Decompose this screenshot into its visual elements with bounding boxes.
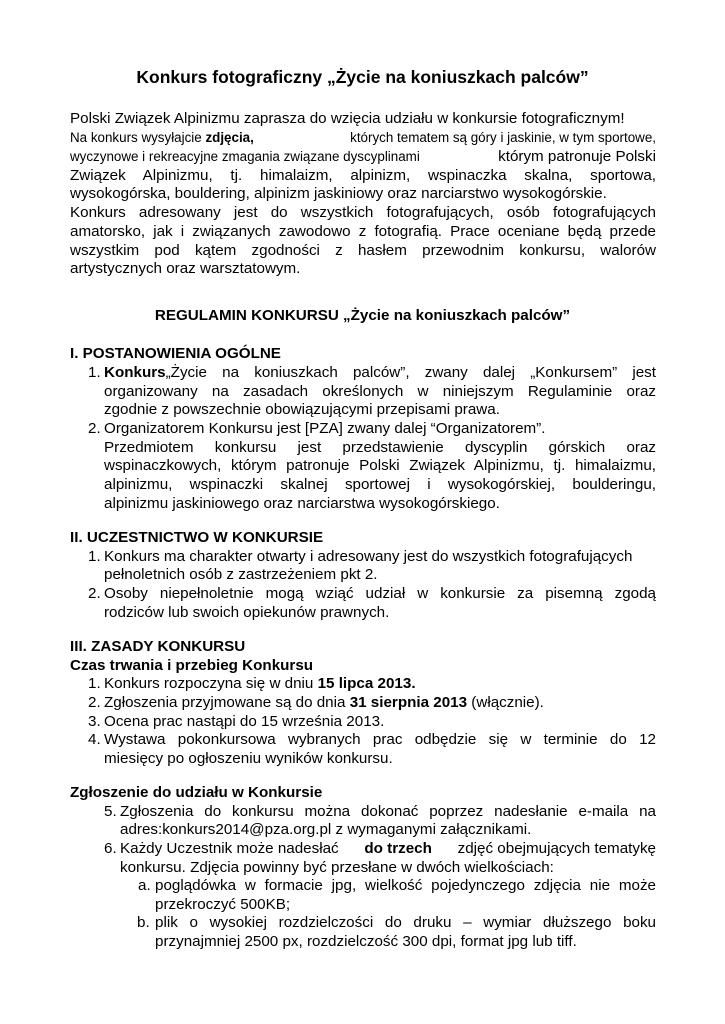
intro-line-8: wszystkim pod kątem zgodności z hasłem przewodnim konkursu, walorów — [70, 242, 656, 259]
section-2-heading: II. UCZESTNICTWO W KONKURSIE — [70, 529, 324, 546]
s1-item-1-line-3: zgodnie z powszechnie obowiązującymi przepisami prawa. — [104, 401, 500, 418]
s3-text: Konkurs rozpoczyna się w dniu — [104, 675, 314, 692]
s1-item-1-line-1 — [104, 363, 656, 382]
intro-line-7: amatorsko, jak i związanych zawodowo z fotografią. Prace oceniane będą przede — [70, 223, 656, 240]
intro-line-6: Konkurs adresowany jest do wszystkich fotografujących, osób fotografujących — [70, 204, 656, 221]
s3-item-4-line-2: miesięcy po ogłoszeniu wyników konkursu. — [104, 750, 393, 767]
s3-item-6-line-2: konkursu. Zdjęcia powinny być przesłane w dwóch wielkościach: — [120, 859, 554, 876]
s1-bold: Konkurs — [104, 364, 166, 381]
s1-item-2-line-2: Przedmiotem konkursu jest przedstawienie dyscyplin górskich oraz — [104, 439, 656, 456]
list-number: 5. — [104, 803, 117, 820]
section-1-heading: I. POSTANOWIENIA OGÓLNE — [70, 345, 281, 362]
page-title: Konkurs fotograficzny „Życie na koniuszkach palców” — [136, 67, 589, 87]
list-number: 6. — [104, 840, 117, 857]
section-3-heading: III. ZASADY KONKURSU — [70, 638, 246, 655]
s3-text: zdjęć obejmujących tematykę — [457, 840, 656, 857]
s3-item-1 — [104, 674, 416, 693]
s1-item-2-line-1: Organizatorem Konkursu jest [PZA] zwany dalej “Organizatorem”. — [104, 420, 546, 437]
list-letter: a. — [138, 877, 151, 894]
s3-text: Każdy Uczestnik może nadesłać — [120, 840, 339, 857]
intro-line-4: Związek Alpinizmu, tj. himalaizm, alpinizm, wspinaczka skalna, sportowa, — [70, 167, 656, 184]
s3-bold: 31 sierpnia 2013 — [349, 694, 468, 711]
s3-item-2 — [104, 693, 544, 712]
list-number: 1. — [88, 548, 101, 565]
s3-item-4-line-1: Wystawa pokonkursowa wybranych prac odbędzie się w terminie do 12 — [104, 731, 656, 748]
s1-item-2-line-5: alpinizmu jaskiniowego oraz narciarstwa wysokogórskiego. — [104, 495, 500, 512]
list-number: 1. — [88, 675, 101, 692]
list-letter: b. — [137, 914, 150, 931]
s3-text: Zgłoszenia przyjmowane są do dnia — [104, 694, 346, 711]
s3-item-5-line-2: adres:konkurs2014@pza.org.pl z wymaganymi załącznikami. — [120, 821, 532, 838]
intro-line-3 — [70, 147, 656, 166]
s3-bold: 15 lipca 2013. — [317, 675, 416, 692]
s1-item-1-line-2: organizowany na zasadach określonych w niniejszym Regulaminie oraz — [104, 383, 656, 400]
intro-bold: zdjęcia, — [205, 130, 254, 145]
intro-line-2-start — [70, 128, 254, 147]
list-number: 3. — [88, 713, 101, 730]
list-number: 2. — [88, 694, 101, 711]
list-number: 4. — [88, 731, 101, 748]
s3-item-5-line-1: Zgłoszenia do konkursu można dokonać poprzez nadesłanie e-maila na — [120, 803, 656, 820]
s2-item-2-line-1: Osoby niepełnoletnie mogą wziąć udział w konkursie za pisemną zgodą — [104, 585, 656, 602]
s3-item-3: Ocena prac nastąpi do 15 września 2013. — [104, 713, 385, 730]
section-3-subheading-1: Czas trwania i przebieg Konkursu — [70, 657, 314, 674]
intro-text: których tematem są góry i jaskinie, w tym sportowe, — [350, 130, 656, 145]
s3-item-a-line-2: przekroczyć 500KB; — [155, 896, 291, 913]
intro-line-2 — [70, 128, 656, 147]
list-number: 2. — [88, 585, 101, 602]
intro-line-1: Polski Związek Alpinizmu zaprasza do wzięcia udziału w konkursie fotograficznym! — [70, 110, 625, 127]
s2-item-2-line-2: rodziców lub swoich opiekunów prawnych. — [104, 604, 390, 621]
s3-item-b-line-2: przynajmniej 2500 px, rozdzielczość 300 dpi, format jpg lub tiff. — [155, 933, 577, 950]
list-number: 2. — [88, 420, 101, 437]
s2-item-1-line-1: Konkurs ma charakter otwarty i adresowany jest do wszystkich fotografujących — [104, 548, 633, 565]
regulamin-title: REGULAMIN KONKURSU „Życie na koniuszkach palców” — [154, 307, 571, 324]
s3-bold: do trzech — [364, 840, 432, 857]
intro-line-9: artystycznych oraz warsztatowym. — [70, 260, 301, 277]
intro-text: wyczynowe i rekreacyjne zmagania związane dyscyplinami — [70, 149, 420, 164]
intro-text: Na konkurs wysyłajcie — [70, 130, 202, 145]
s2-item-1-line-2: pełnoletnich osób z zastrzeżeniem pkt 2. — [104, 566, 378, 583]
s1-text: „Życie na koniuszkach palców”, zwany dalej „Konkursem” jest — [165, 364, 656, 381]
s3-item-a-line-1: poglądówka w formacie jpg, wielkość pojedynczego zdjęcia nie może — [155, 877, 656, 894]
s1-item-2-line-3: wspinaczkowych, którym patronuje Polski Związek Alpinizmu, tj. himalaizmu, — [104, 457, 656, 474]
s3-text: (włącznie). — [471, 694, 544, 711]
s3-item-6-line-1 — [120, 839, 656, 858]
list-number: 1. — [88, 364, 101, 381]
section-3-subheading-2: Zgłoszenie do udziału w Konkursie — [70, 784, 323, 801]
intro-line-5: wysokogórska, bouldering, alpinizm jaskiniowy oraz narciarstwo wysokogórskie. — [70, 185, 607, 202]
s1-item-2-line-4: alpinizmu, wspinaczki skalnej sportowej i wysokogórskiej, boulderingu, — [104, 476, 656, 493]
intro-text: którym patronuje Polski — [498, 148, 656, 165]
s3-item-b-line-1: plik o wysokiej rozdzielczości do druku – wymiar dłuższego boku — [155, 914, 656, 931]
